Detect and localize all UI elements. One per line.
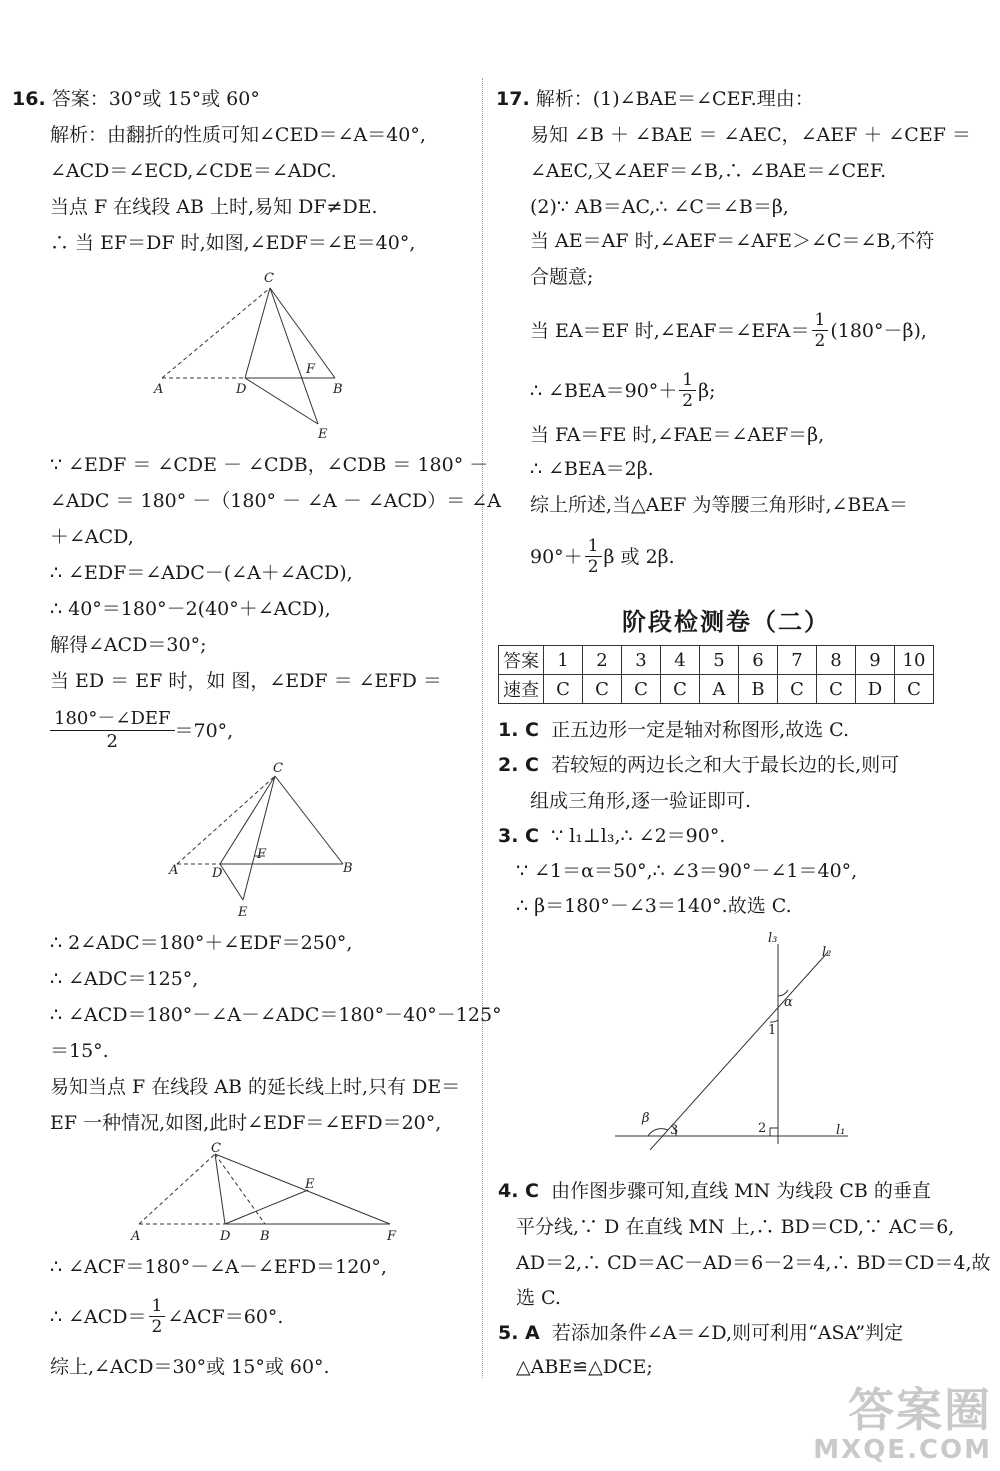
fraction-numerator: 1 — [585, 536, 602, 557]
q16-answer: 答案：30°或 15°或 60° — [51, 88, 260, 110]
q17-fraction-half — [812, 310, 829, 351]
table-cell: C — [544, 675, 583, 704]
fig2-line-CE — [243, 776, 275, 900]
label-l1: l₁ — [836, 1123, 846, 1138]
q16-fraction-tail: ∠ACF＝60°. — [167, 1305, 284, 1328]
fig2-line-DE — [220, 864, 243, 900]
q17-line: 易知 ∠B ＋ ∠BAE ＝ ∠AEC，∠AEF ＋ ∠CEF ＝ — [530, 124, 971, 146]
answer-text: 组成三角形,逐一验证即可. — [530, 790, 752, 812]
q16-line: 解析：由翻折的性质可知∠CED＝∠A＝40°, — [50, 124, 426, 146]
fraction-numerator: 1 — [812, 310, 829, 331]
answer-5 — [498, 1320, 903, 1346]
fig3-label-F: F — [387, 1229, 397, 1244]
fig1-line-CB — [270, 288, 335, 378]
answer-text: ∵ l₁⊥l₃,∴ ∠2＝90°. — [551, 825, 726, 847]
q16-line: ∴ ∠EDF＝∠ADC－(∠A＋∠ACD), — [50, 562, 353, 584]
section-title: 阶段检测卷（二） — [622, 608, 830, 636]
q3-lines-figure — [610, 928, 860, 1150]
table-cell: C — [661, 675, 700, 704]
fig1-label-E: E — [318, 427, 328, 442]
watermark-url: MXQE.COM — [813, 1435, 992, 1465]
q17-fraction-line-3 — [530, 536, 675, 577]
q17-fraction-prefix: ∴ ∠BEA＝90°＋ — [530, 379, 678, 402]
fig2-label-C: C — [273, 761, 283, 776]
q17-fraction-tail: β; — [698, 379, 716, 402]
fig1-label-C: C — [264, 271, 274, 286]
q16-fraction-tail: ＝70°, — [174, 719, 234, 742]
table-cell: 2 — [583, 646, 622, 675]
label-angle-2: 2 — [758, 1121, 767, 1136]
q17-line: 当 FA＝FE 时,∠FAE＝∠AEF＝β, — [530, 424, 825, 446]
q17-head: 解析：(1)∠BAE＝∠CEF.理由： — [535, 88, 814, 110]
label-beta: β — [642, 1111, 650, 1126]
answer-text: 由作图步骤可知,直线 MN 为线段 CB 的垂直 — [551, 1180, 931, 1202]
fig3-label-D: D — [220, 1229, 231, 1244]
answer-number: 5. A — [498, 1322, 540, 1344]
table-cell: 3 — [622, 646, 661, 675]
fraction-numerator: 180°－∠DEF — [50, 708, 175, 731]
answer-text: 正五边形一定是轴对称图形,故选 C. — [551, 719, 850, 741]
q17-line: 综上所述,当△AEF 为等腰三角形时,∠BEA＝ — [530, 494, 908, 516]
fig2-label-A: A — [169, 863, 179, 878]
label-alpha: α — [784, 995, 793, 1010]
watermark — [813, 1385, 992, 1465]
fig2-line-CB — [275, 776, 343, 864]
answer-number: 4. C — [498, 1180, 539, 1202]
answer-3 — [498, 823, 725, 849]
fraction-denominator: 2 — [106, 731, 118, 752]
q16-line: 易知当点 F 在线段 AB 的延长线上时,只有 DE＝ — [50, 1076, 461, 1098]
q16-fraction — [50, 708, 175, 753]
fraction-numerator: 1 — [679, 370, 696, 391]
table-cell: D — [856, 675, 895, 704]
q16-line: ∠ACD＝∠ECD,∠CDE＝∠ADC. — [50, 160, 337, 182]
fig1-label-B: B — [333, 382, 343, 397]
table-cell: 9 — [856, 646, 895, 675]
angle-1-arc — [770, 1020, 778, 1022]
fig3-line-DE — [225, 1190, 308, 1224]
answer-2 — [498, 752, 899, 778]
fig3-label-B: B — [260, 1229, 270, 1244]
q17-fraction-half — [679, 370, 696, 411]
q16-line: ＋∠ACD, — [50, 526, 134, 548]
q17-line: 合题意; — [530, 266, 594, 288]
q17-fraction-half — [585, 536, 602, 577]
q17-fraction-tail: β 或 2β. — [603, 545, 675, 568]
answer-text: 若较短的两边长之和大于最长边的长,则可 — [551, 754, 900, 776]
table-cell: C — [895, 675, 934, 704]
q16-fraction-prefix: ∴ ∠ACD＝ — [50, 1305, 147, 1328]
label-angle-3: 3 — [670, 1123, 679, 1138]
table-cell: B — [739, 675, 778, 704]
right-angle-mark — [770, 1128, 778, 1136]
fig3-label-A: A — [131, 1229, 141, 1244]
q17-fraction-tail: (180°－β), — [830, 319, 927, 342]
table-cell: 6 — [739, 646, 778, 675]
q17-line: ∠AEC,又∠AEF＝∠B,∴ ∠BAE＝∠CEF. — [530, 160, 887, 182]
q16-figure-3 — [125, 1140, 405, 1245]
answer-text: ∵ ∠1＝α＝50°,∴ ∠3＝90°－∠1＝40°, — [516, 860, 858, 882]
q16-fraction-line — [50, 708, 233, 753]
answer-number: 1. C — [498, 719, 539, 741]
q16-figure-1 — [150, 266, 360, 446]
fig1-label-A: A — [154, 382, 164, 397]
angle-beta-arc — [648, 1129, 668, 1136]
fig1-line-DE — [245, 378, 318, 424]
q16-line: ∵ ∠EDF ＝ ∠CDE － ∠CDB，∠CDB ＝ 180° － — [50, 454, 489, 476]
answer-1 — [498, 717, 849, 743]
fraction-numerator: 1 — [149, 1296, 166, 1317]
answer-number: 2. C — [498, 754, 539, 776]
q16-fraction-half — [149, 1296, 166, 1337]
q16-line: ∠ADC ＝ 180° －（180° － ∠A － ∠ACD）＝ ∠A — [50, 490, 501, 512]
table-cell: 7 — [778, 646, 817, 675]
label-l3: l₃ — [768, 931, 778, 946]
fig3-label-E: E — [305, 1177, 315, 1192]
answer-text: 选 C. — [516, 1287, 561, 1309]
q16-header — [12, 86, 260, 112]
q16-line: EF 一种情况,如图,此时∠EDF＝∠EFD＝20°, — [50, 1112, 442, 1134]
table-cell: C — [622, 675, 661, 704]
fig2-label-B: B — [343, 861, 353, 876]
q17-line: (2)∵ AB＝AC,∴ ∠C＝∠B＝β, — [530, 196, 789, 218]
q17-line: 当 AE＝AF 时,∠AEF＝∠AFE＞∠C＝∠B,不符 — [530, 230, 935, 252]
q16-line: 解得∠ACD＝30°; — [50, 634, 207, 656]
q16-line: ∴ ∠ADC＝125°, — [50, 968, 199, 990]
table-cell: 5 — [700, 646, 739, 675]
q16-line: ∴ 当 EF＝DF 时,如图,∠EDF＝∠E＝40°, — [50, 232, 416, 254]
answer-table-row-answers — [499, 675, 934, 704]
q17-number: 17. — [496, 88, 530, 110]
table-cell: 8 — [817, 646, 856, 675]
fig1-line-AC — [162, 288, 270, 378]
answer-text: ∴ β＝180°－∠3＝140°.故选 C. — [516, 895, 792, 917]
answer-text: AD＝2,∴ CD＝AC－AD＝6－2＝4,∴ BD＝CD＝4,故 — [516, 1252, 991, 1274]
q16-line: 当 ED ＝ EF 时，如 图，∠EDF ＝ ∠EFD ＝ — [50, 670, 442, 692]
answer-4 — [498, 1178, 931, 1204]
q17-fraction-line-1 — [530, 310, 927, 351]
q16-line: ∴ ∠ACD＝180°－∠A－∠ADC＝180°－40°－125° — [50, 1004, 502, 1026]
q16-line: ∴ 2∠ADC＝180°＋∠EDF＝250°, — [50, 932, 353, 954]
table-cell: C — [583, 675, 622, 704]
q16-line: 当点 F 在线段 AB 上时,易知 DF≠DE. — [50, 196, 378, 218]
fraction-denominator: 2 — [682, 391, 694, 411]
column-divider — [482, 78, 483, 1378]
fig1-label-F: F — [306, 362, 316, 377]
fig1-line-CD — [245, 288, 270, 378]
q17-header — [496, 86, 814, 112]
fig1-line-CE — [270, 288, 318, 424]
table-cell: C — [817, 675, 856, 704]
fig1-label-D: D — [236, 382, 247, 397]
q17-fraction-prefix: 当 EA＝EF 时,∠EAF＝∠EFA＝ — [530, 319, 810, 342]
fraction-denominator: 2 — [151, 1317, 163, 1337]
q16-figure-2 — [165, 760, 365, 920]
q17-fraction-line-2 — [530, 370, 716, 411]
q16-conclusion: 综上,∠ACD＝30°或 15°或 60°. — [50, 1356, 330, 1378]
label-l2: l₂ — [822, 945, 832, 960]
fig3-line-CD — [215, 1154, 225, 1224]
answer-text: △ABE≌△DCE; — [516, 1356, 653, 1378]
fraction-denominator: 2 — [814, 331, 826, 351]
table-cell: A — [700, 675, 739, 704]
fraction-denominator: 2 — [587, 557, 599, 577]
answer-table — [498, 645, 934, 704]
watermark-logo-text: 答案圈 — [848, 1383, 992, 1437]
table-cell: C — [778, 675, 817, 704]
table-cell: 10 — [895, 646, 934, 675]
q16-number: 16. — [12, 88, 46, 110]
fig3-line-CF — [215, 1154, 390, 1224]
answer-text: 平分线,∵ D 在直线 MN 上,∴ BD＝CD,∵ AC＝6, — [516, 1216, 955, 1238]
label-angle-1: 1 — [768, 1023, 777, 1038]
table-header-answer: 答案 — [499, 646, 544, 675]
answer-number: 3. C — [498, 825, 539, 847]
fig2-label-E: E — [238, 905, 248, 920]
q17-line: ∴ ∠BEA＝2β. — [530, 458, 654, 480]
q17-fraction-prefix: 90°＋ — [530, 545, 583, 568]
line-l2 — [650, 952, 828, 1150]
fig3-line-AC — [139, 1154, 215, 1224]
answer-table-row-numbers — [499, 646, 934, 675]
q16-line: ∴ 40°＝180°－2(40°＋∠ACD), — [50, 598, 331, 620]
table-cell: 4 — [661, 646, 700, 675]
table-cell: 1 — [544, 646, 583, 675]
table-header-quick: 速查 — [499, 675, 544, 704]
q16-line: ∴ ∠ACF＝180°－∠A－∠EFD＝120°, — [50, 1256, 387, 1278]
fig2-label-D: D — [212, 866, 223, 881]
fig2-label-F: F — [257, 847, 267, 862]
q16-fraction-line-2 — [50, 1296, 283, 1337]
q16-line: ＝15°. — [50, 1040, 109, 1062]
answer-text: 若添加条件∠A＝∠D,则可利用“ASA”判定 — [551, 1322, 904, 1344]
fig3-label-C: C — [211, 1141, 221, 1156]
fig2-line-CD — [220, 776, 275, 864]
